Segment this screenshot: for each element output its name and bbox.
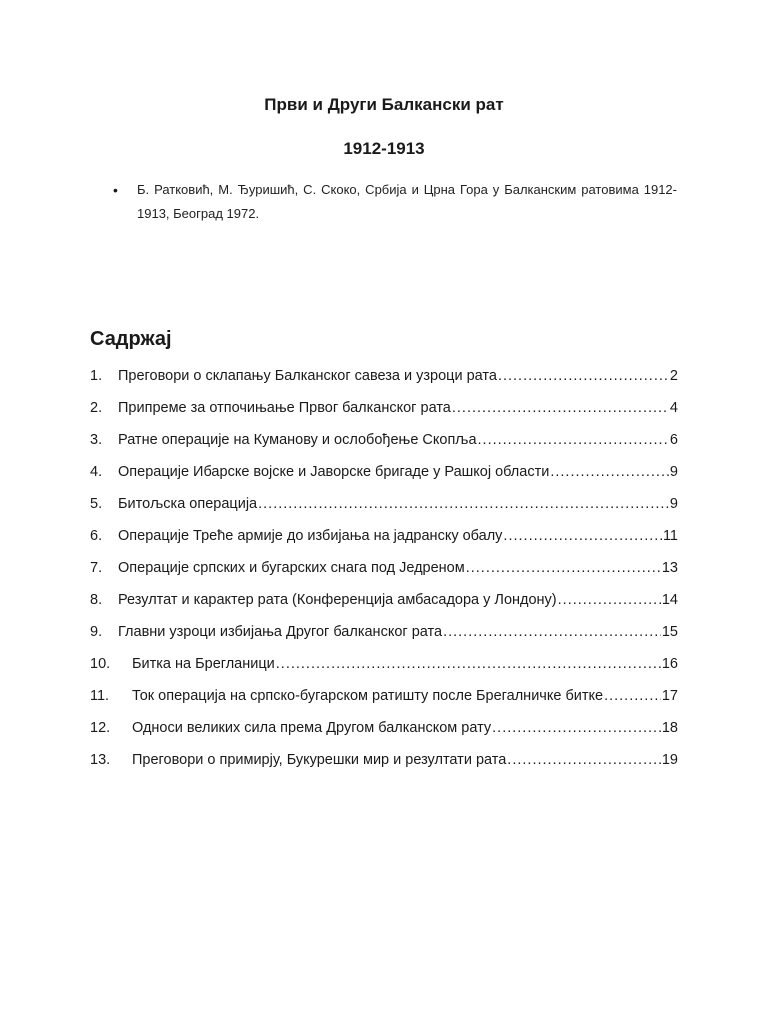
document-years: 1912-1913: [343, 139, 425, 158]
toc-entry-title: Ратне операције на Куманову и ослобођење Скопља: [118, 432, 477, 448]
toc-entry-number: 12.: [90, 720, 111, 736]
toc-leader-dots: [558, 588, 661, 612]
toc-leader-dots: [443, 620, 661, 644]
toc-entry-page: 15: [661, 624, 678, 640]
toc-entry-title: Преговори о склапању Балканског савеза и узроци рата: [118, 368, 497, 384]
toc-entry-number: 11.: [90, 688, 110, 704]
bullet-icon: •: [113, 182, 118, 198]
toc-leader-dots: [492, 716, 661, 740]
toc-entry-page: 16: [661, 656, 678, 672]
toc-entry[interactable]: [90, 428, 678, 460]
toc-leader-dots: [498, 364, 669, 388]
toc-entry-page: 17: [661, 688, 678, 704]
toc-entry[interactable]: [90, 460, 678, 492]
toc-entry[interactable]: [90, 684, 678, 716]
toc-entry-number: 10.: [90, 656, 111, 672]
reference-text: Б. Ратковић, М. Ђуришић, С. Скоко, Србија и Црна Гора у Балканским ратовима 1912-1913, Београд 1972.: [137, 182, 677, 221]
toc-entry-page: 9: [669, 464, 678, 480]
toc-leader-dots: [452, 396, 669, 420]
toc-entry-page: 2: [669, 368, 678, 384]
toc-entry-page: 11: [662, 528, 678, 544]
toc-entry[interactable]: [90, 588, 678, 620]
toc-entry-title: Ток операција на српско-бугарском ратишту после Брегалничке битке: [132, 688, 604, 704]
toc-entry-page: 6: [669, 432, 678, 448]
toc-entry-page: 13: [661, 560, 678, 576]
toc-entry-number: 9.: [90, 624, 103, 640]
toc-entry-page: 4: [669, 400, 678, 416]
toc-leader-dots: [478, 428, 669, 452]
toc-leader-dots: [550, 460, 669, 484]
toc-entry-number: 2.: [90, 400, 103, 416]
toc-entry-number: 13.: [90, 752, 111, 768]
toc-entry[interactable]: [90, 364, 678, 396]
toc-entry-number: 1.: [90, 368, 103, 384]
toc-leader-dots: [276, 652, 661, 676]
toc-entry-title: Битка на Брегланици: [132, 656, 275, 672]
toc-entry-number: 5.: [90, 496, 103, 512]
toc-entry-title: Операције српских и бугарских снага под Једреном: [118, 560, 465, 576]
toc-entry[interactable]: [90, 748, 678, 780]
table-of-contents: [90, 364, 678, 780]
toc-entry[interactable]: [90, 396, 678, 428]
toc-entry[interactable]: [90, 556, 678, 588]
toc-entry-title: Операције Ибарске војске и Јаворске бригаде у Рашкој области: [118, 464, 550, 480]
toc-leader-dots: [604, 684, 661, 708]
toc-entry-page: 9: [669, 496, 678, 512]
toc-entry-number: 4.: [90, 464, 103, 480]
toc-entry-title: Припреме за отпочињање Првог балканског рата: [118, 400, 451, 416]
toc-leader-dots: [507, 748, 661, 772]
toc-entry-title: Преговори о примирју, Букурешки мир и резултати рата: [132, 752, 507, 768]
toc-entry-number: 7.: [90, 560, 103, 576]
toc-entry-number: 3.: [90, 432, 103, 448]
toc-entry-title: Резултат и карактер рата (Конференција амбасадора у Лондону): [118, 592, 557, 608]
toc-entry-title: Односи великих сила према Другом балканском рату: [132, 720, 492, 736]
document-title: Први и Други Балкански рат: [264, 95, 504, 114]
toc-entry[interactable]: [90, 620, 678, 652]
toc-entry-page: 19: [661, 752, 678, 768]
toc-leader-dots: [466, 556, 661, 580]
toc-entry[interactable]: [90, 492, 678, 524]
toc-entry[interactable]: [90, 652, 678, 684]
toc-heading: Садржај: [90, 328, 172, 350]
toc-entry-page: 18: [661, 720, 678, 736]
toc-entry-number: 8.: [90, 592, 103, 608]
toc-entry-number: 6.: [90, 528, 103, 544]
toc-entry-page: 14: [661, 592, 678, 608]
toc-entry[interactable]: [90, 524, 678, 556]
toc-entry-title: Операције Треће армије до избијања на јадранску обалу: [118, 528, 503, 544]
toc-leader-dots: [503, 524, 662, 548]
toc-leader-dots: [258, 492, 669, 516]
toc-entry[interactable]: [90, 716, 678, 748]
toc-entry-title: Главни узроци избијања Другог балканског рата: [118, 624, 443, 640]
toc-entry-title: Битољска операција: [118, 496, 258, 512]
